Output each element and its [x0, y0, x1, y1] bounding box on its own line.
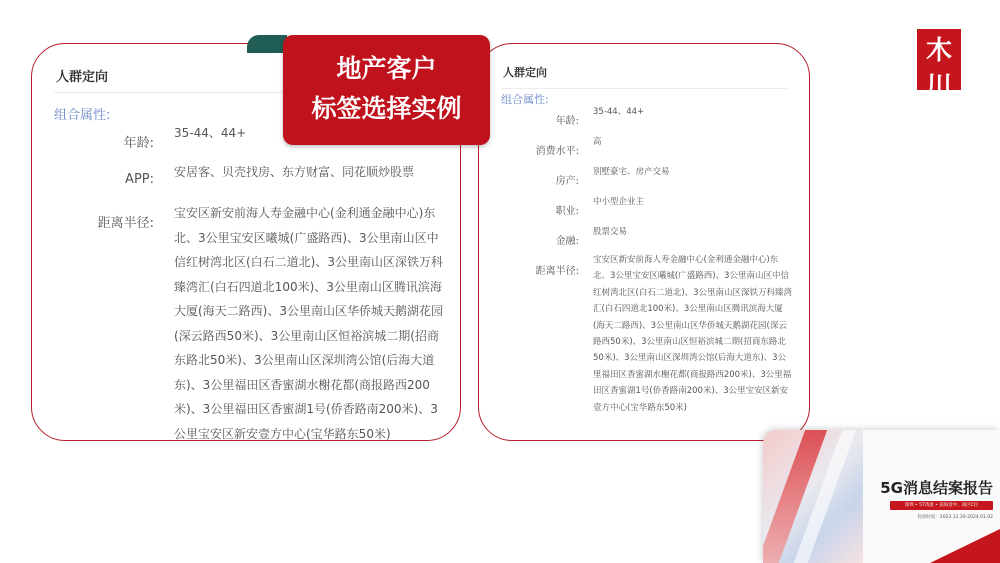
distance-radius-label: 距离半径: [535, 266, 579, 277]
age-value: 35-44、44+ [593, 107, 645, 117]
report-subtitle-bar: 深圳 • 5T湾流 • 前海壹中、南区C位 [890, 501, 993, 510]
report-date: 投放时间：2023.12.30-2024.01.02 [917, 515, 993, 520]
report-title: 5G消息结案报告 [880, 479, 993, 497]
group-attribute-label: 组合属性: [54, 108, 111, 123]
occupation-value: 中小型企业主 [593, 197, 645, 207]
age-label: 年龄: [123, 136, 154, 151]
consumption-level-label: 消费水平: [535, 146, 579, 157]
group-attribute-label: 组合属性: [501, 93, 549, 106]
app-label: APP: [125, 172, 154, 187]
finance-label: 金融: [555, 236, 579, 247]
app-value: 安居客、贝壳找房、东方财富、同花顺炒股票 [174, 165, 415, 179]
audience-targeting-card-right [478, 43, 810, 441]
badge-line-2: 标签选择实例 [311, 94, 462, 123]
distance-radius-label: 距离半径: [97, 216, 154, 231]
badge-line-1: 地产客户 [336, 54, 437, 83]
property-label: 房产: [555, 176, 579, 187]
logo-text: MEDIA [921, 106, 957, 117]
distance-radius-value: 宝安区新安前海人寿金融中心(金利通金融中心)东北、3公里宝安区曦城(广盛路西)、3公里南山区中信红树湾北区(白石二道北)、3公里南山区深铁万科臻湾汇(白石四道北100米)、3公里南山区腾讯滨海大厦(海天二路西)、3公里南山区华侨城天鹅湖花园(深云路西50米)、3公里南山区恒裕滨城二期(招商东路北50米)、3公里南山区深圳湾公馆(后海大道东)、3公里福田区香蜜湖水榭花都(商报路西200米)、3公里福田区香蜜湖1号(侨香路南200米)、3公里宝安区新安壹方中心(宝华路东50米) [593, 255, 793, 413]
corner-triangle-decoration [930, 529, 1000, 563]
logo-glyph: 木川 [925, 36, 952, 102]
age-label: 年龄: [555, 116, 579, 127]
age-value: 35-44、44+ [174, 126, 247, 140]
card-title: 人群定向 [56, 70, 109, 85]
occupation-label: 职业: [555, 206, 579, 217]
card-title: 人群定向 [503, 66, 547, 79]
consumption-level-value: 高 [593, 137, 602, 147]
report-cover-thumbnail [763, 430, 1000, 563]
distance-radius-value: 宝安区新安前海人寿金融中心(金利通金融中心)东北、3公里宝安区曦城(广盛路西)、3公里南山区中信红树湾北区(白石二道北)、3公里南山区深铁万科臻湾汇(白石四道北100米)、3公里南山区腾讯滨海大厦(海天二路西)、3公里南山区华侨城天鹅湖花园(深云路西50米)、3公里南山区恒裕滨城二期(招商东路北50米)、3公里南山区深圳湾公馆(后海大道东)、3公里福田区香蜜湖水榭花都(商报路西200米)、3公里福田区香蜜湖1号(侨香路南200米)、3公里宝安区新安壹方中心(宝华路东50米) [174, 206, 443, 441]
property-value: 别墅豪宅、房产交易 [593, 167, 670, 177]
divider [501, 88, 787, 89]
finance-value: 股票交易 [593, 227, 628, 237]
section-title-badge [283, 35, 490, 145]
badge-tab-decoration [247, 35, 287, 53]
brand-logo [917, 29, 961, 117]
